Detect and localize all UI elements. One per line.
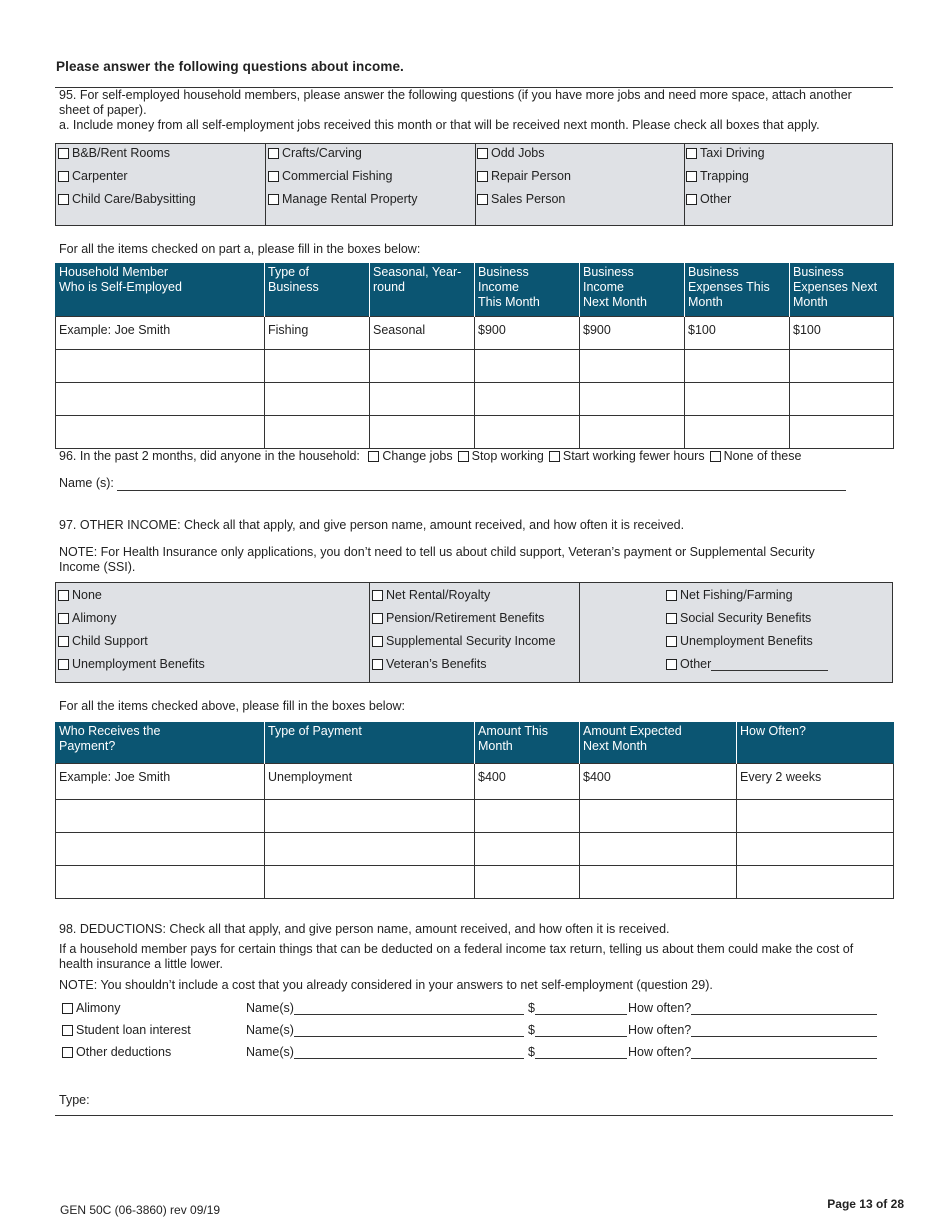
header-line: Who Receives the xyxy=(59,724,161,738)
input-cell[interactable] xyxy=(56,415,265,448)
none-of-these-checkbox[interactable] xyxy=(710,451,721,462)
amount-input-line[interactable] xyxy=(535,1002,627,1015)
input-cell[interactable] xyxy=(790,349,894,382)
column-header xyxy=(56,263,265,316)
q98-note: NOTE: You shouldn’t include a cost that you already considered in your answers to net self-employment (question 29). xyxy=(59,978,713,992)
option-net-fishing-farming[interactable] xyxy=(666,588,793,602)
table-row xyxy=(56,799,894,832)
option-trapping[interactable] xyxy=(686,169,749,183)
input-cell[interactable] xyxy=(265,832,475,865)
header-line: Income xyxy=(583,280,624,294)
how-often-field xyxy=(628,1045,877,1059)
q96-name-row xyxy=(59,476,846,491)
option-manage-rental-property[interactable] xyxy=(268,192,418,206)
self-employment-table xyxy=(55,263,894,449)
section-heading: Please answer the following questions about income. xyxy=(56,59,404,74)
amount-input-line[interactable] xyxy=(535,1024,627,1037)
option-sales-person[interactable] xyxy=(477,192,565,206)
header-line: Month xyxy=(688,295,723,309)
option-label: Change jobs xyxy=(382,449,453,463)
column-header xyxy=(580,722,737,763)
crafts-carving-checkbox[interactable] xyxy=(268,148,279,159)
column-divider xyxy=(684,144,685,225)
how-often-input-line[interactable] xyxy=(691,1024,877,1037)
table-cell: $100 xyxy=(685,316,790,349)
amount-field xyxy=(528,1001,627,1015)
option-label: Manage Rental Property xyxy=(282,192,418,206)
column-divider xyxy=(265,144,266,225)
header-line: Type of Payment xyxy=(268,724,362,738)
option-label: Start working fewer hours xyxy=(562,449,705,463)
b-b-rent-rooms-checkbox[interactable] xyxy=(58,148,69,159)
input-cell[interactable] xyxy=(475,865,580,898)
option-label: Trapping xyxy=(700,169,749,183)
q98-info: If a household member pays for certain things that can be deducted on a federal income tax return, telling us about them could make the cost of health insurance a little lower. xyxy=(59,942,854,971)
pension-retirement-benefits-checkbox[interactable] xyxy=(372,613,383,624)
header-line: Next Month xyxy=(583,295,647,309)
q96-question: 96. In the past 2 months, did anyone in the household: xyxy=(59,449,360,463)
option-odd-jobs[interactable] xyxy=(477,146,545,160)
header-line: Income xyxy=(478,280,519,294)
carpenter-checkbox[interactable] xyxy=(58,171,69,182)
header-line: Household Member xyxy=(59,265,169,279)
amount-field xyxy=(528,1045,627,1059)
q95-fill-instruction: For all the items checked on part a, please fill in the boxes below: xyxy=(59,242,421,256)
header-line: This Month xyxy=(478,295,540,309)
veteran-s-benefits-checkbox[interactable] xyxy=(372,659,383,670)
name-label: Name(s) xyxy=(246,1045,294,1059)
table-cell: Fishing xyxy=(265,316,370,349)
option-label: Student loan interest xyxy=(76,1023,191,1037)
option-social-security-benefits[interactable] xyxy=(666,611,811,625)
input-cell[interactable] xyxy=(737,799,894,832)
other-checkbox[interactable] xyxy=(686,194,697,205)
input-cell[interactable] xyxy=(370,382,475,415)
commercial-fishing-checkbox[interactable] xyxy=(268,171,279,182)
input-cell[interactable] xyxy=(580,865,737,898)
input-cell[interactable] xyxy=(790,415,894,448)
option-label: Commercial Fishing xyxy=(282,169,393,183)
column-header xyxy=(370,263,475,316)
alimony-checkbox[interactable] xyxy=(58,613,69,624)
column-header xyxy=(475,263,580,316)
input-cell[interactable] xyxy=(580,382,685,415)
q95-intro: 95. For self-employed household members, please answer the following questions (if you have more jobs and need more space, attach another sheet of paper). xyxy=(59,88,852,117)
table-row xyxy=(56,865,894,898)
name-field xyxy=(246,1023,524,1037)
column-header xyxy=(475,722,580,763)
input-cell[interactable] xyxy=(685,382,790,415)
option-change-jobs[interactable] xyxy=(368,449,452,463)
child-support-checkbox[interactable] xyxy=(58,636,69,647)
header-line: Business xyxy=(688,265,739,279)
table-cell: $400 xyxy=(475,763,580,799)
q97-note: NOTE: For Health Insurance only applications, you don’t need to tell us about child support, Veteran’s payment or Supplemental Security Income (SSI). xyxy=(59,545,815,574)
other-deductions-checkbox[interactable] xyxy=(62,1047,73,1058)
option-label: B&B/Rent Rooms xyxy=(72,146,170,160)
table-row xyxy=(56,349,894,382)
table-cell: Unemployment xyxy=(265,763,475,799)
table-cell: $900 xyxy=(475,316,580,349)
option-label: Sales Person xyxy=(491,192,566,206)
option-carpenter[interactable] xyxy=(58,169,128,183)
amount-field xyxy=(528,1023,627,1037)
q98-question: 98. DEDUCTIONS: Check all that apply, and give person name, amount received, and how often it is received. xyxy=(59,922,670,936)
column-divider xyxy=(369,583,370,682)
how-often-field xyxy=(628,1001,877,1015)
input-cell[interactable] xyxy=(475,832,580,865)
option-other[interactable] xyxy=(666,657,828,671)
type-input-line[interactable] xyxy=(55,1115,893,1116)
option-label: None xyxy=(72,588,102,602)
input-cell[interactable] xyxy=(475,349,580,382)
amount-input-line[interactable] xyxy=(535,1046,627,1059)
header-line: Amount Expected xyxy=(583,724,682,738)
q96-name-input-line[interactable] xyxy=(117,478,846,491)
option-repair-person[interactable] xyxy=(477,169,571,183)
input-cell[interactable] xyxy=(685,415,790,448)
option-label: None of these xyxy=(723,449,802,463)
input-cell[interactable] xyxy=(265,415,370,448)
input-cell[interactable] xyxy=(737,832,894,865)
option-unemployment-benefits[interactable] xyxy=(58,657,205,671)
option-alimony[interactable] xyxy=(58,611,116,625)
input-cell[interactable] xyxy=(370,349,475,382)
option-veteran-s-benefits[interactable] xyxy=(372,657,487,671)
option-label: Unemployment Benefits xyxy=(72,657,205,671)
unemployment-benefits-checkbox[interactable] xyxy=(58,659,69,670)
input-cell[interactable] xyxy=(790,382,894,415)
amount-label: $ xyxy=(528,1023,535,1037)
header-line: Expenses Next xyxy=(793,280,878,294)
other-income-input-line[interactable] xyxy=(711,658,828,671)
how-often-label: How often? xyxy=(628,1023,692,1037)
option-label: Other deductions xyxy=(76,1045,172,1059)
amount-label: $ xyxy=(528,1045,535,1059)
option-none[interactable] xyxy=(58,588,102,602)
option-other-deductions[interactable] xyxy=(62,1045,171,1059)
type-label: Type: xyxy=(59,1093,90,1107)
odd-jobs-checkbox[interactable] xyxy=(477,148,488,159)
option-supplemental-security-income[interactable] xyxy=(372,634,556,648)
example-row xyxy=(56,316,894,349)
input-cell[interactable] xyxy=(56,865,265,898)
repair-person-checkbox[interactable] xyxy=(477,171,488,182)
header-line: Who is Self-Employed xyxy=(59,280,182,294)
header-line: Seasonal, Year- xyxy=(373,265,462,279)
stop-working-checkbox[interactable] xyxy=(458,451,469,462)
input-cell[interactable] xyxy=(265,799,475,832)
input-cell[interactable] xyxy=(56,349,265,382)
table-cell: Every 2 weeks xyxy=(737,763,894,799)
alimony-checkbox[interactable] xyxy=(62,1003,73,1014)
q95-part-a: a. Include money from all self-employment jobs received this month or that will be received next month. Please check all boxes that apply. xyxy=(59,118,820,132)
input-cell[interactable] xyxy=(370,415,475,448)
change-jobs-checkbox[interactable] xyxy=(368,451,379,462)
header-line: Next Month xyxy=(583,739,647,753)
column-divider xyxy=(579,583,580,682)
option-none-of-these[interactable] xyxy=(710,449,802,463)
how-often-field xyxy=(628,1023,877,1037)
header-line: Month xyxy=(478,739,513,753)
header-line: Expenses This xyxy=(688,280,770,294)
amount-label: $ xyxy=(528,1001,535,1015)
column-header xyxy=(265,263,370,316)
net-rental-royalty-checkbox[interactable] xyxy=(372,590,383,601)
header-line: Business xyxy=(478,265,529,279)
header-line: Month xyxy=(793,295,828,309)
column-header xyxy=(580,263,685,316)
q96-name-label: Name (s): xyxy=(59,476,114,490)
trapping-checkbox[interactable] xyxy=(686,171,697,182)
start-working-fewer-hours-checkbox[interactable] xyxy=(549,451,560,462)
form-id: GEN 50C (06-3860) rev 09/19 xyxy=(60,1203,221,1217)
supplemental-security-income-checkbox[interactable] xyxy=(372,636,383,647)
table-cell: $100 xyxy=(790,316,894,349)
input-cell[interactable] xyxy=(265,382,370,415)
option-label: Child Support xyxy=(72,634,148,648)
option-label: Unemployment Benefits xyxy=(680,634,813,648)
net-fishing-farming-checkbox[interactable] xyxy=(666,590,677,601)
table-cell: Example: Joe Smith xyxy=(56,763,265,799)
how-often-label: How often? xyxy=(628,1045,692,1059)
social-security-benefits-checkbox[interactable] xyxy=(666,613,677,624)
option-label: Alimony xyxy=(72,611,117,625)
student-loan-interest-checkbox[interactable] xyxy=(62,1025,73,1036)
unemployment-benefits-checkbox[interactable] xyxy=(666,636,677,647)
input-cell[interactable] xyxy=(737,865,894,898)
header-line: Amount This xyxy=(478,724,548,738)
input-cell[interactable] xyxy=(580,415,685,448)
taxi-driving-checkbox[interactable] xyxy=(686,148,697,159)
header-line: Business xyxy=(793,265,844,279)
option-net-rental-royalty[interactable] xyxy=(372,588,490,602)
input-cell[interactable] xyxy=(56,799,265,832)
input-cell[interactable] xyxy=(475,382,580,415)
how-often-input-line[interactable] xyxy=(691,1002,877,1015)
option-label: Carpenter xyxy=(72,169,128,183)
header-line: Business xyxy=(268,280,319,294)
option-pension-retirement-benefits[interactable] xyxy=(372,611,544,625)
option-taxi-driving[interactable] xyxy=(686,146,765,160)
option-label: Supplemental Security Income xyxy=(386,634,556,648)
option-label: Net Fishing/Farming xyxy=(680,588,793,602)
input-cell[interactable] xyxy=(685,349,790,382)
q97-question: 97. OTHER INCOME: Check all that apply, and give person name, amount received, and how often it is received. xyxy=(59,518,685,532)
option-label: Crafts/Carving xyxy=(282,146,362,160)
header-line: Type of xyxy=(268,265,309,279)
column-header xyxy=(790,263,894,316)
name-input-line[interactable] xyxy=(294,1046,524,1059)
manage-rental-property-checkbox[interactable] xyxy=(268,194,279,205)
how-often-input-line[interactable] xyxy=(691,1046,877,1059)
option-label: Pension/Retirement Benefits xyxy=(386,611,545,625)
none-checkbox[interactable] xyxy=(58,590,69,601)
input-cell[interactable] xyxy=(475,415,580,448)
other-income-table xyxy=(55,722,894,899)
other-checkbox[interactable] xyxy=(666,659,677,670)
child-care-babysitting-checkbox[interactable] xyxy=(58,194,69,205)
option-label: Veteran’s Benefits xyxy=(386,657,487,671)
option-b-b-rent-rooms[interactable] xyxy=(58,146,170,160)
input-cell[interactable] xyxy=(56,382,265,415)
option-label: Social Security Benefits xyxy=(680,611,812,625)
input-cell[interactable] xyxy=(580,349,685,382)
option-child-support[interactable] xyxy=(58,634,148,648)
name-input-line[interactable] xyxy=(294,1002,524,1015)
input-cell[interactable] xyxy=(580,832,737,865)
option-student-loan-interest[interactable] xyxy=(62,1023,191,1037)
name-label: Name(s) xyxy=(246,1023,294,1037)
column-header xyxy=(685,263,790,316)
name-input-line[interactable] xyxy=(294,1024,524,1037)
option-child-care-babysitting[interactable] xyxy=(58,192,196,206)
name-field xyxy=(246,1001,524,1015)
option-crafts-carving[interactable] xyxy=(268,146,362,160)
input-cell[interactable] xyxy=(265,349,370,382)
table-cell: Example: Joe Smith xyxy=(56,316,265,349)
how-often-label: How often? xyxy=(628,1001,692,1015)
option-label: Child Care/Babysitting xyxy=(72,192,196,206)
option-alimony[interactable] xyxy=(62,1001,120,1015)
option-stop-working[interactable] xyxy=(458,449,544,463)
sales-person-checkbox[interactable] xyxy=(477,194,488,205)
option-other[interactable] xyxy=(686,192,731,206)
input-cell[interactable] xyxy=(475,799,580,832)
input-cell[interactable] xyxy=(56,832,265,865)
table-cell: Seasonal xyxy=(370,316,475,349)
column-divider xyxy=(475,144,476,225)
table-cell: $400 xyxy=(580,763,737,799)
page-number: Page 13 of 28 xyxy=(827,1197,904,1211)
option-label: Alimony xyxy=(76,1001,121,1015)
option-label: Stop working xyxy=(471,449,544,463)
name-field xyxy=(246,1045,524,1059)
option-start-working-fewer-hours[interactable] xyxy=(549,449,705,463)
header-line: Payment? xyxy=(59,739,116,753)
table-row xyxy=(56,382,894,415)
input-cell[interactable] xyxy=(265,865,475,898)
header-line: How Often? xyxy=(740,724,807,738)
option-label: Odd Jobs xyxy=(491,146,545,160)
option-label: Other xyxy=(680,657,712,671)
q97-fill-instruction: For all the items checked above, please fill in the boxes below: xyxy=(59,699,406,713)
column-header xyxy=(56,722,265,763)
table-cell: $900 xyxy=(580,316,685,349)
header-line: round xyxy=(373,280,405,294)
example-row xyxy=(56,763,894,799)
table-row xyxy=(56,415,894,448)
option-commercial-fishing[interactable] xyxy=(268,169,392,183)
self-employment-options-box xyxy=(55,143,893,226)
table-row xyxy=(56,832,894,865)
option-unemployment-benefits[interactable] xyxy=(666,634,813,648)
q96-row xyxy=(59,449,801,464)
column-header xyxy=(737,722,894,763)
name-label: Name(s) xyxy=(246,1001,294,1015)
option-label: Net Rental/Royalty xyxy=(386,588,491,602)
input-cell[interactable] xyxy=(580,799,737,832)
header-line: Business xyxy=(583,265,634,279)
option-label: Taxi Driving xyxy=(700,146,765,160)
option-label: Repair Person xyxy=(491,169,571,183)
column-header xyxy=(265,722,475,763)
option-label: Other xyxy=(700,192,732,206)
